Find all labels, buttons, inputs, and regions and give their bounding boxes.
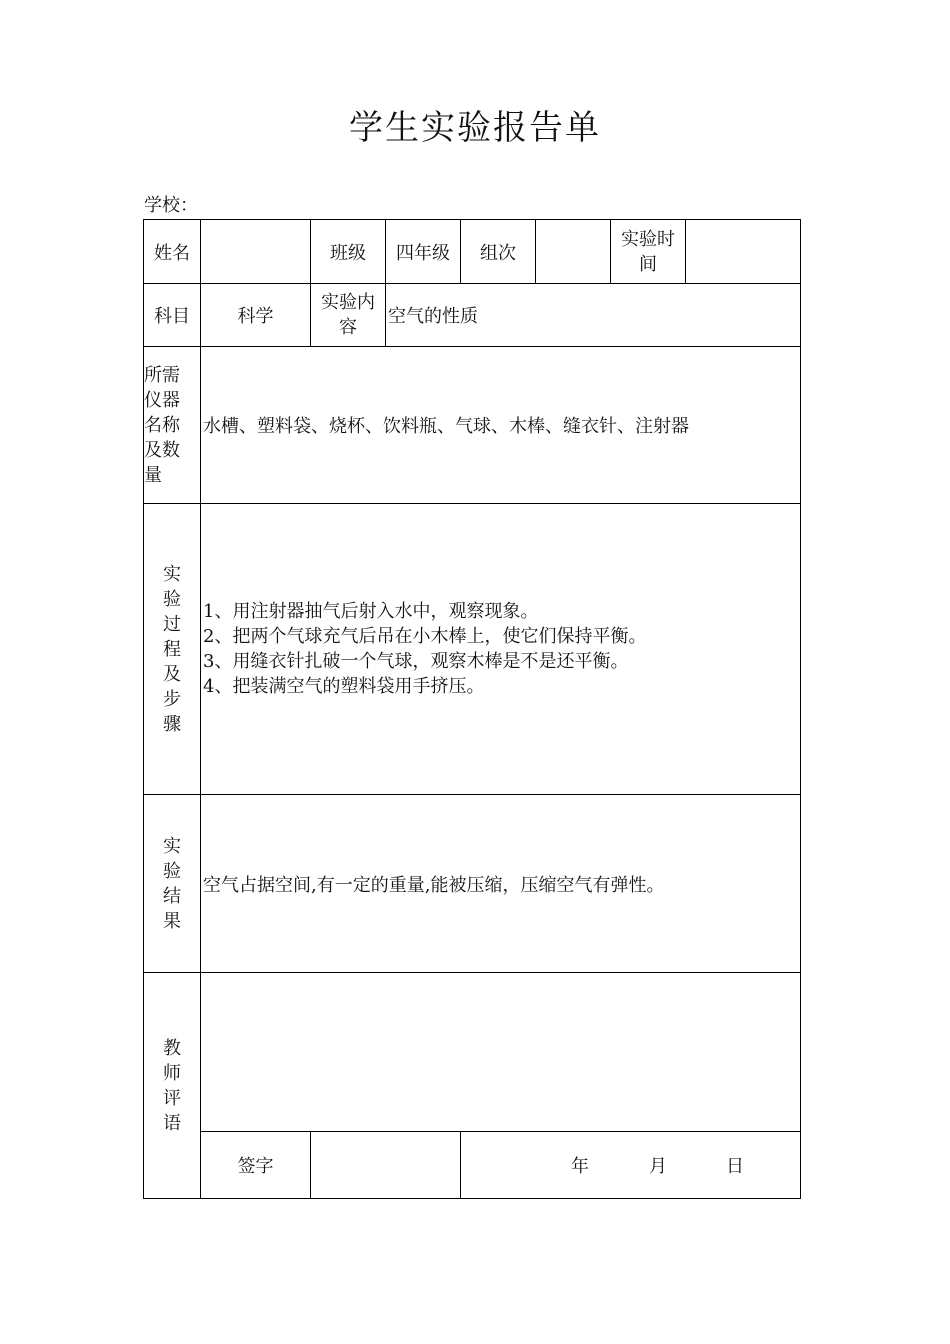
equipment-label-line: 量 — [144, 464, 162, 486]
result-label-char: 结 — [163, 885, 181, 907]
equipment-label-line: 仪器 — [144, 389, 180, 411]
process-label-char: 步 — [163, 688, 181, 710]
row-basic-info — [144, 220, 801, 284]
content-label-line: 实验内 — [321, 292, 375, 313]
result-label-char: 果 — [163, 910, 181, 932]
equipment-label — [144, 347, 201, 504]
sign-field[interactable] — [311, 1132, 461, 1199]
equipment-field[interactable]: 水槽、塑料袋、烧杯、饮料瓶、气球、木棒、缝衣针、注射器 — [201, 347, 801, 504]
process-steps[interactable] — [201, 504, 801, 795]
row-equipment — [144, 347, 801, 504]
process-step: 1、用注射器抽气后射入水中，观察现象。 — [203, 601, 539, 622]
teacher-label — [144, 973, 201, 1199]
equipment-label-line: 及数 — [144, 439, 180, 461]
teacher-label-char: 语 — [163, 1112, 181, 1134]
result-label-char: 验 — [163, 860, 181, 882]
process-label-char: 实 — [163, 563, 181, 585]
row-result — [144, 795, 801, 973]
date-field[interactable] — [461, 1132, 801, 1199]
time-field[interactable] — [686, 220, 801, 284]
content-label-line: 容 — [339, 317, 357, 338]
subject-label: 科目 — [144, 284, 201, 347]
name-label: 姓名 — [144, 220, 201, 284]
page-title: 学生实验报告单 — [349, 108, 601, 148]
process-label-char: 程 — [163, 638, 181, 660]
result-label — [144, 795, 201, 973]
name-field[interactable] — [201, 220, 311, 284]
equipment-label-line: 名称 — [144, 414, 180, 436]
report-table — [143, 219, 801, 1199]
process-label-char: 验 — [163, 588, 181, 610]
equipment-label-line: 所需 — [144, 364, 180, 386]
row-teacher-sign — [144, 1132, 801, 1199]
sign-label: 签字 — [201, 1132, 311, 1199]
day-label: 日 — [726, 1156, 744, 1177]
group-field[interactable] — [536, 220, 611, 284]
row-process — [144, 504, 801, 795]
process-step: 4、把装满空气的塑料袋用手挤压。 — [203, 676, 485, 697]
teacher-label-char: 评 — [163, 1087, 181, 1109]
process-label — [144, 504, 201, 795]
row-subject — [144, 284, 801, 347]
group-label: 组次 — [461, 220, 536, 284]
teacher-label-char: 教 — [163, 1037, 181, 1059]
content-field[interactable]: 空气的性质 — [386, 284, 801, 347]
process-label-char: 及 — [163, 663, 181, 685]
process-step: 2、把两个气球充气后吊在小木棒上，使它们保持平衡。 — [203, 626, 647, 647]
process-label-char: 过 — [163, 613, 181, 635]
result-field[interactable]: 空气占据空间,有一定的重量,能被压缩，压缩空气有弹性。 — [201, 795, 801, 973]
teacher-label-char: 师 — [163, 1062, 181, 1084]
time-label-line: 实验时 — [621, 228, 675, 250]
time-label-line: 间 — [639, 253, 657, 275]
row-teacher-comment — [144, 973, 801, 1132]
class-field[interactable]: 四年级 — [386, 220, 461, 284]
process-label-char: 骤 — [163, 713, 181, 735]
class-label: 班级 — [311, 220, 386, 284]
subject-field[interactable]: 科学 — [201, 284, 311, 347]
result-label-char: 实 — [163, 835, 181, 857]
month-label: 月 — [649, 1156, 667, 1177]
school-label: 学校： — [144, 195, 198, 216]
process-step: 3、用缝衣针扎破一个气球，观察木棒是不是还平衡。 — [203, 651, 629, 672]
time-label — [611, 220, 686, 284]
year-label: 年 — [571, 1156, 589, 1177]
content-label — [311, 284, 386, 347]
teacher-comment-field[interactable] — [201, 973, 801, 1132]
